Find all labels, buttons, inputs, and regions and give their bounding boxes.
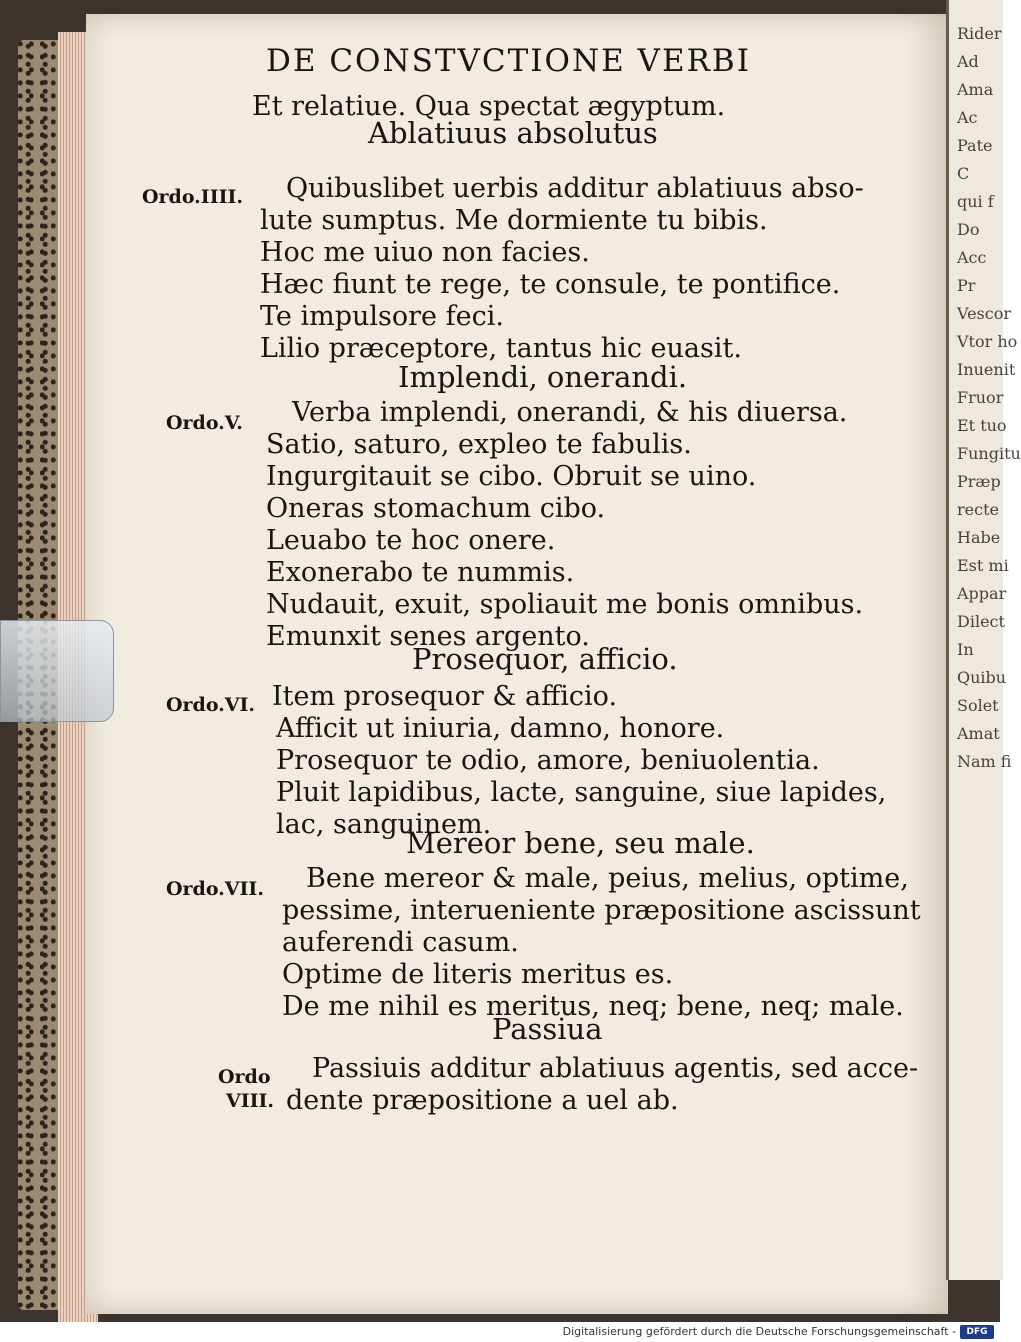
text-line: lute sumptus. Me dormiente tu bibis. [260, 205, 768, 236]
ordo-label: Ordo.IIII. [142, 186, 243, 208]
text-line: Te impulsore feci. [260, 301, 504, 332]
text-line: Exonerabo te nummis. [266, 557, 575, 588]
text-line: Quibuslibet uerbis additur ablatiuus abso- [286, 173, 864, 204]
ordo-label: Ordo [218, 1066, 271, 1088]
facing-page-fragment: Do [957, 220, 980, 239]
text-line: Verba implendi, onerandi, & his diuersa. [292, 397, 848, 428]
facing-page-fragment: Et tuo [957, 416, 1007, 435]
text-line: Leuabo te hoc onere. [266, 525, 556, 556]
facing-page-fragment: Habe [957, 528, 1001, 547]
text-line: Afficit ut iniuria, damno, honore. [276, 713, 725, 744]
text-line: Pluit lapidibus, lacte, sanguine, siue lapides, [276, 777, 887, 808]
text-line: Item prosequor & afficio. [272, 681, 618, 712]
facing-page-fragment: Dilect [957, 612, 1005, 631]
facing-page-fragment: Inuenit [957, 360, 1016, 379]
ordo-label: Ordo.V. [166, 412, 243, 434]
facing-page-fragment: Est mi [957, 556, 1009, 575]
running-head: DE CONSTVCTIONE VERBI [266, 43, 751, 79]
text-line: Ingurgitauit se cibo. Obruit se uino. [266, 461, 757, 492]
text-line: Prosequor te odio, amore, beniuolentia. [276, 745, 820, 776]
facing-page-fragment: Vescor [957, 304, 1012, 323]
facing-page-fragment: Pr [957, 276, 976, 295]
text-line: pessime, interueniente præpositione ascissunt [282, 895, 921, 926]
text-line: Nudauit, exuit, spoliauit me bonis omnibus. [266, 589, 864, 620]
ordo-label: VIII. [226, 1090, 275, 1112]
facing-page-fragment: recte [957, 500, 999, 519]
facing-page-fragment: Amat [957, 724, 1000, 743]
facing-page-fragment: Solet [957, 696, 999, 715]
facing-page-fragment: C [957, 164, 970, 183]
facing-page-fragment: Præp [957, 472, 1001, 491]
facing-page-fragment: In [957, 640, 974, 659]
text-line: lac, sanguinem. [276, 809, 492, 840]
facing-page-fragment: qui f [957, 192, 994, 211]
text-line: dente præpositione a uel ab. [286, 1085, 679, 1116]
text-line: Passiuis additur ablatiuus agentis, sed acce- [312, 1053, 919, 1084]
text-line: Emunxit senes argento. [266, 621, 590, 652]
section-heading: Ablatiuus absolutus [368, 116, 658, 150]
section-heading: Prosequor, afficio. [412, 642, 678, 676]
text-line: De me nihil es meritus, neq; bene, neq; male. [282, 991, 904, 1022]
text-line: Oneras stomachum cibo. [266, 493, 606, 524]
facing-page-fragment: Acc [957, 248, 987, 267]
text-line: Et relatiue. Qua spectat ægyptum. [252, 91, 726, 122]
section-heading: Passiua [492, 1012, 603, 1046]
facing-page-fragment: Fungitu [957, 444, 1021, 463]
text-line: Hoc me uiuo non facies. [260, 237, 590, 268]
text-line: Bene mereor & male, peius, melius, optime, [306, 863, 909, 894]
facing-page-fragment: Fruor [957, 388, 1004, 407]
facing-page-fragment: Appar [957, 584, 1007, 603]
facing-page-fragment: Ama [957, 80, 994, 99]
ordo-label: Ordo.VII. [166, 878, 264, 900]
text-line: Optime de literis meritus es. [282, 959, 674, 990]
text-line: Satio, saturo, expleo te fabulis. [266, 429, 692, 460]
text-line: auferendi casum. [282, 927, 519, 958]
text-line: Lilio præceptore, tantus hic euasit. [260, 333, 742, 364]
footer-credit: Digitalisierung gefördert durch die Deutsche Forschungsgemeinschaft - [562, 1325, 956, 1338]
ordo-label: Ordo.VI. [166, 694, 256, 716]
facing-page-fragment: Pate [957, 136, 993, 155]
facing-page-fragment: Quibu [957, 668, 1007, 687]
facing-page-fragment: Ac [957, 108, 978, 127]
footer [0, 1322, 1000, 1342]
facing-page-fragment: Ad [957, 52, 979, 71]
page-text [86, 14, 948, 1314]
section-heading: Mereor bene, seu male. [406, 826, 755, 860]
facing-page-fragment: Vtor ho [957, 332, 1018, 351]
facing-page-fragment: Rider [957, 24, 1002, 43]
section-heading: Implendi, onerandi. [398, 360, 688, 394]
facing-page-fragment: Nam fi [957, 752, 1012, 771]
facing-page [946, 0, 1021, 1280]
text-line: Hæc fiunt te rege, te consule, te pontifice. [260, 269, 841, 300]
facing-page-text [957, 20, 1021, 776]
dfg-logo: DFG [960, 1325, 994, 1339]
